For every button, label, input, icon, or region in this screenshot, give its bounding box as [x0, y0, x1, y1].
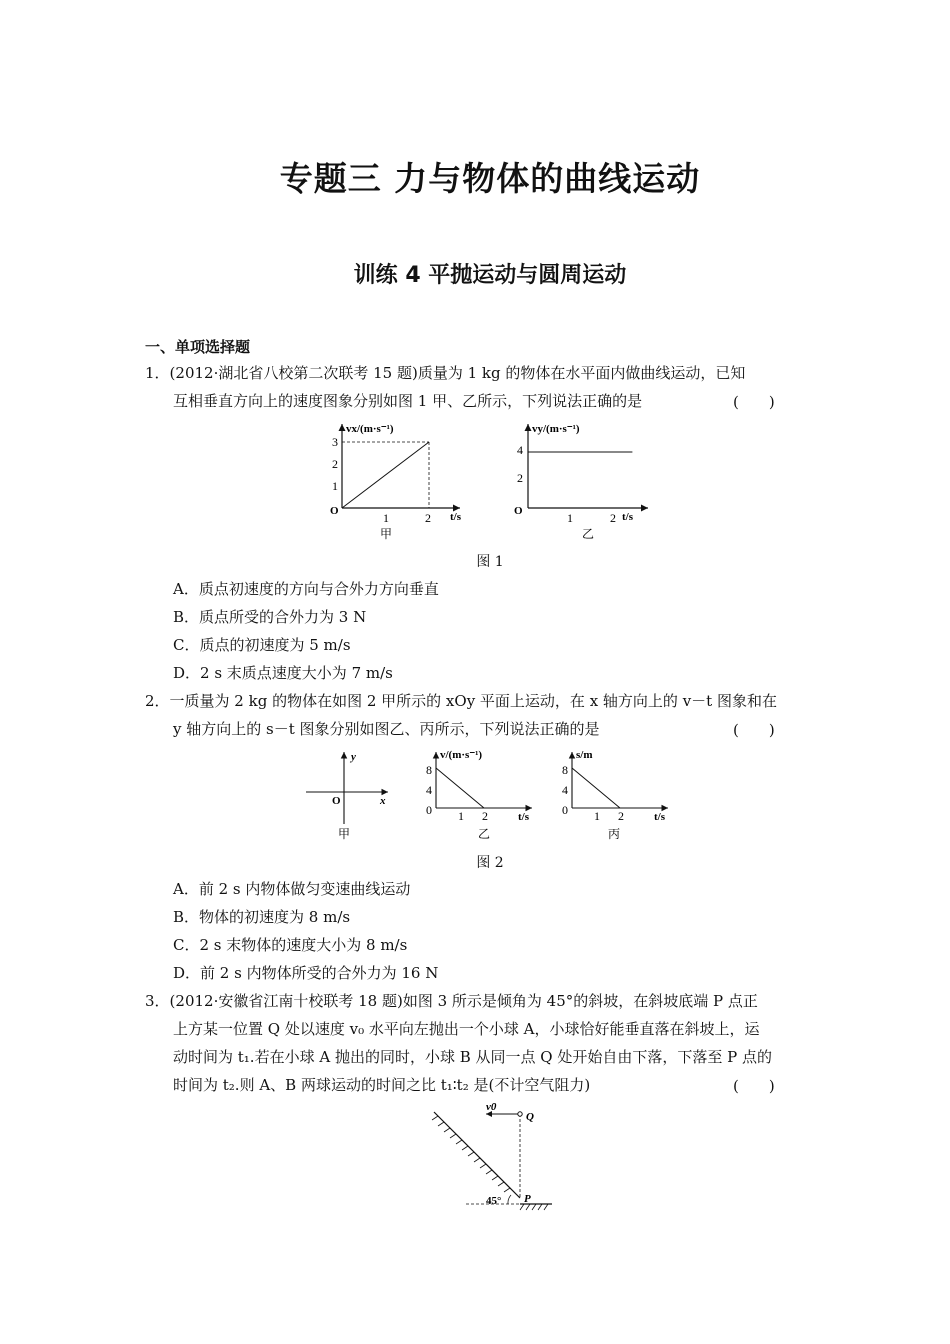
q3-angle-label: 45°: [486, 1195, 502, 1207]
q1-jia-origin: O: [330, 505, 339, 517]
q1-jia-ytick-1: 1: [332, 479, 338, 493]
q1-yi-ylabel: vy/(m·s⁻¹): [532, 423, 580, 435]
q1-yi-xlabel: t/s: [622, 511, 633, 523]
q1-yi-origin: O: [514, 505, 523, 517]
q2-answer-paren: ( ): [733, 721, 775, 739]
q3-p-label: P: [524, 1193, 531, 1205]
q1-option-a[interactable]: A．质点初速度的方向与合外力方向垂直: [173, 580, 439, 598]
q1-yi-xtick-1: 1: [567, 511, 573, 525]
q1-yi-xtick-2: 2: [610, 511, 616, 525]
q1-figure: [320, 418, 660, 546]
q2-bing-series-line: [572, 768, 620, 808]
q1-yi-ytick-2: 4: [517, 443, 523, 457]
q1-jia-ytick-2: 2: [332, 457, 338, 471]
page-subtitle: 训练 4 平抛运动与圆周运动: [353, 263, 627, 288]
q2-figure-caption: 图 2: [476, 855, 504, 871]
q2-yi-xtick-2: 2: [482, 809, 488, 823]
q3-angle-arc: [508, 1195, 511, 1204]
q1-option-d[interactable]: D．2 s 末质点速度大小为 7 m/s: [173, 664, 393, 682]
q2-stem-line1: 2．一质量为 2 kg 的物体在如图 2 甲所示的 xOy 平面上运动，在 x 轴方向上的 v－t 图象和在: [145, 692, 777, 710]
q1-option-c[interactable]: C．质点的初速度为 5 m/s: [173, 636, 351, 654]
q3-stem-line4: 时间为 t₂.则 A、B 两球运动的时间之比 t₁∶t₂ 是(不计空气阻力): [173, 1076, 591, 1094]
q2-figure: [300, 746, 680, 846]
q2-yi-ylabel: v/(m·s⁻¹): [440, 749, 483, 761]
q3-stem-line1: 3．(2012·安徽省江南十校联考 18 题)如图 3 所示是倾角为 45°的斜坡，在斜坡底端 P 点正: [145, 992, 758, 1010]
q1-jia-xlabel: t/s: [450, 511, 461, 523]
q2-option-d[interactable]: D．前 2 s 内物体所受的合外力为 16 N: [173, 964, 439, 982]
q1-option-b[interactable]: B．质点所受的合外力为 3 N: [173, 608, 367, 626]
q2-bing-ylabel: s/m: [576, 749, 593, 761]
q2-yi-xlabel: t/s: [518, 811, 529, 823]
q2-jia-xlabel: x: [380, 795, 386, 807]
q2-jia-origin: O: [332, 795, 341, 807]
q1-jia-caption: 甲: [380, 527, 393, 541]
q2-bing-xlabel: t/s: [654, 811, 665, 823]
q2-option-b[interactable]: B．物体的初速度为 8 m/s: [173, 908, 351, 926]
q1-jia-xtick-2: 2: [425, 511, 431, 525]
q2-bing-xtick-1: 1: [594, 809, 600, 823]
q2-yi-caption: 乙: [478, 827, 491, 841]
q2-bing-xtick-2: 2: [618, 809, 624, 823]
q2-bing-ytick-1: 4: [562, 783, 568, 797]
q1-yi-caption: 乙: [582, 527, 595, 541]
q1-yi-ytick-1: 2: [517, 471, 523, 485]
q2-bing-caption: 丙: [608, 827, 621, 841]
q2-bing-ytick-2: 8: [562, 763, 568, 777]
q1-answer-paren: ( ): [733, 393, 775, 411]
q1-stem-line1: 1．(2012·湖北省八校第二次联考 15 题)质量为 1 kg 的物体在水平面内做曲线运动，已知: [145, 364, 746, 382]
q3-answer-paren: ( ): [733, 1077, 775, 1095]
q3-stem-line2: 上方某一位置 Q 处以速度 v₀ 水平向左抛出一个小球 A，小球恰好能垂直落在斜坡上，运: [173, 1020, 760, 1038]
q2-yi-ytick-2: 8: [426, 763, 432, 777]
q1-jia-ylabel: vx/(m·s⁻¹): [346, 423, 394, 435]
q2-stem-line2: y 轴方向上的 s－t 图象分别如图乙、丙所示，下列说法正确的是: [173, 720, 600, 738]
q2-option-a[interactable]: A．前 2 s 内物体做匀变速曲线运动: [173, 880, 411, 898]
q2-bing-origin: 0: [562, 803, 568, 817]
q1-jia-ytick-3: 3: [332, 435, 338, 449]
q3-v0-label: v0: [486, 1101, 497, 1113]
q2-option-c[interactable]: C．2 s 末物体的速度大小为 8 m/s: [173, 936, 408, 954]
q2-yi-ytick-1: 4: [426, 783, 432, 797]
page-title: 专题三 力与物体的曲线运动: [279, 159, 701, 198]
q3-slope-hatching: [432, 1116, 510, 1192]
q1-figure-caption: 图 1: [476, 554, 504, 570]
q3-q-label: Q: [526, 1111, 534, 1123]
q2-jia-ylabel: y: [351, 751, 356, 763]
q2-jia-caption: 甲: [338, 827, 351, 841]
q3-ball-q: [518, 1112, 522, 1116]
q2-yi-origin: 0: [426, 803, 432, 817]
section-heading: 一、单项选择题: [145, 338, 251, 356]
q2-yi-xtick-1: 1: [458, 809, 464, 823]
q2-yi-series-line: [436, 768, 484, 808]
q1-jia-xtick-1: 1: [383, 511, 389, 525]
q3-slope: [434, 1112, 520, 1198]
q3-figure: [420, 1100, 570, 1220]
q1-stem-line2: 互相垂直方向上的速度图象分别如图 1 甲、乙所示，下列说法正确的是: [173, 392, 643, 410]
q1-jia-series-line: [342, 442, 429, 508]
q3-stem-line3: 动时间为 t₁.若在小球 A 抛出的同时，小球 B 从同一点 Q 处开始自由下落，下落至 P 点的: [173, 1048, 772, 1066]
